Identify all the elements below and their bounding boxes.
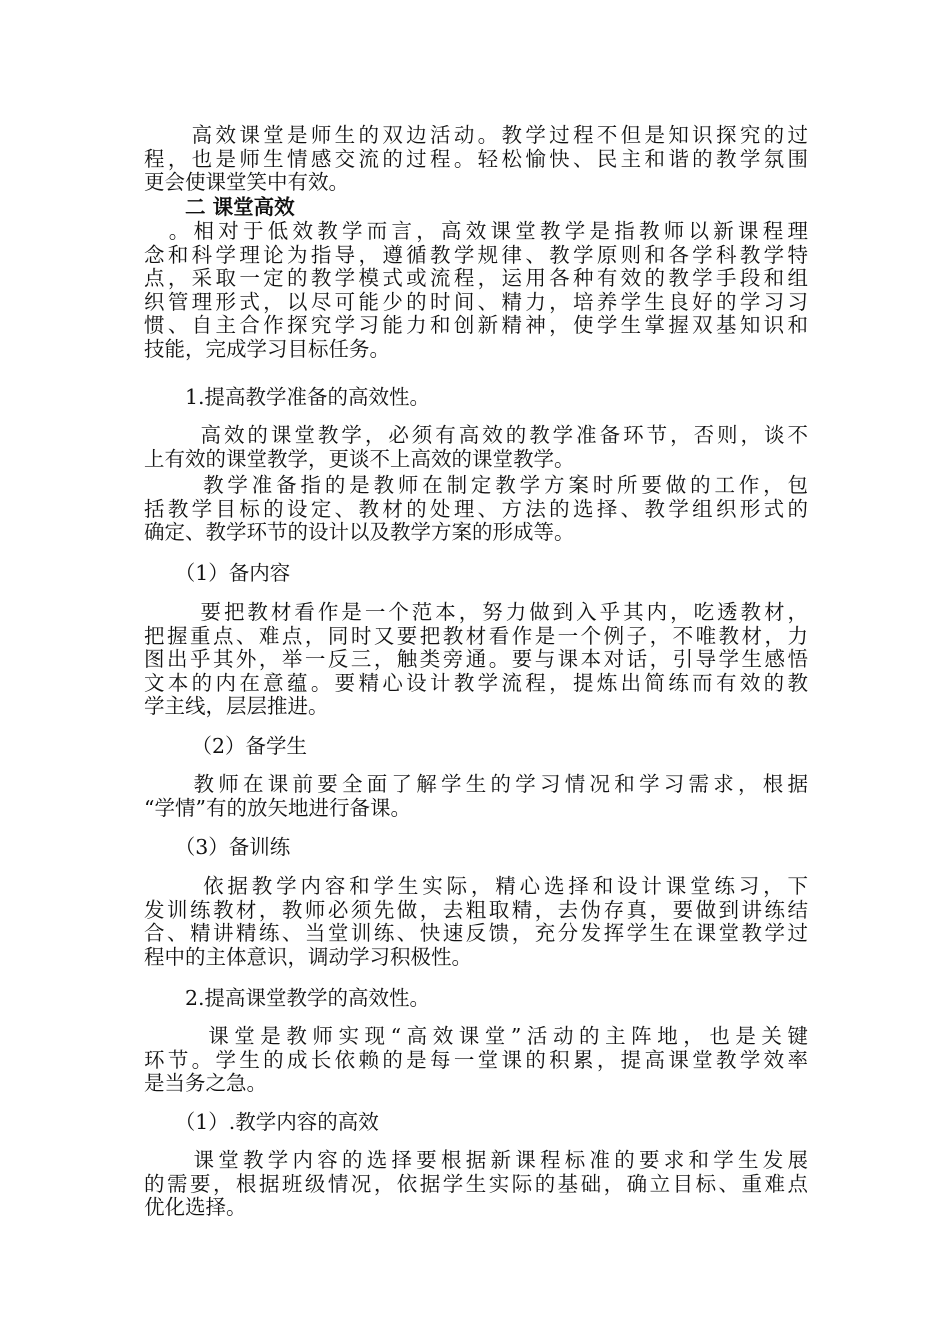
heading-text: 二 课堂高效 <box>144 195 295 219</box>
text-line: “学情”有的放矢地进行备课。 <box>144 795 411 820</box>
subheading-classroom <box>144 987 808 1011</box>
text-line: 发训练教材，教师必须先做，去粗取精，去伪存真，要做到讲练结 <box>144 897 808 922</box>
text-line: 高效课堂是师生的双边活动。教学过程不但是知识探究的过 <box>144 123 808 147</box>
text-line: 程中的主体意识，调动学习积极性。 <box>144 944 472 969</box>
text-line: 是当务之急。 <box>144 1071 267 1095</box>
paragraph-classroom <box>144 1025 808 1096</box>
paragraph-teaching-content <box>144 1149 808 1220</box>
text-line: 2.提高课堂教学的高效性。 <box>144 986 431 1010</box>
text-line: 念和科学理论为指导，遵循教学规律、教学原则和各学科教学特 <box>144 242 808 267</box>
text-line: 要把教材看作是一个范本，努力做到入乎其内，吃透教材， <box>144 600 808 624</box>
paragraph-preparation-2 <box>144 474 808 545</box>
subheading-content <box>144 562 808 586</box>
text-line: 括教学目标的设定、教材的处理、方法的选择、教学组织形式的 <box>144 496 808 521</box>
text-line: 把握重点、难点，同时又要把教材看作是一个例子，不唯教材，力 <box>144 623 808 648</box>
text-line: 点，采取一定的教学模式或流程，运用各种有效的教学手段和组 <box>144 266 808 290</box>
text-line: （1）备内容 <box>144 561 291 585</box>
text-line: （1）.教学内容的高效 <box>144 1110 379 1134</box>
text-line: 教学准备指的是教师在制定教学方案时所要做的工作，包 <box>144 473 808 497</box>
subheading-training <box>144 836 808 860</box>
text-line: 课堂是教师实现“高效课堂”活动的主阵地，也是关键 <box>144 1024 808 1048</box>
text-line: 依据教学内容和学生实际，精心选择和设计课堂练习，下 <box>144 874 808 898</box>
paragraph-students <box>144 773 808 820</box>
subheading-teaching-content <box>144 1111 808 1135</box>
paragraph-content <box>144 601 808 719</box>
text-line: 环节。学生的成长依赖的是每一堂课的积累，提高课堂教学效率 <box>144 1047 808 1072</box>
text-line: 织管理形式，以尽可能少的时间、精力，培养学生良好的学习习 <box>144 289 808 314</box>
text-line: 图出乎其外，举一反三，触类旁通。要与课本对话，引导学生感悟 <box>144 647 808 671</box>
paragraph-training <box>144 875 808 969</box>
text-line: 确定、教学环节的设计以及教学方案的形成等。 <box>144 520 575 544</box>
text-line: 课堂教学内容的选择要根据新课程标准的要求和学生发展 <box>144 1148 808 1172</box>
text-line: 。相对于低效教学而言，高效课堂教学是指教师以新课程理 <box>144 219 808 243</box>
text-line: 1.提高教学准备的高效性。 <box>144 385 431 409</box>
paragraph-definition <box>144 220 808 361</box>
text-line: 更会使课堂笑中有效。 <box>144 170 349 194</box>
text-line: 合、精讲精练、当堂训练、快速反馈，充分发挥学生在课堂教学过 <box>144 921 808 945</box>
text-line: 文本的内在意蕴。要精心设计教学流程，提炼出简练而有效的教 <box>144 670 808 695</box>
paragraph-preparation-1 <box>144 424 808 471</box>
text-line: 优化选择。 <box>144 1195 247 1219</box>
paragraph-intro <box>144 124 808 195</box>
text-line: 技能，完成学习目标任务。 <box>144 336 390 361</box>
section-heading <box>144 196 808 220</box>
text-line: （3）备训练 <box>144 835 291 859</box>
text-line: （2）备学生 <box>144 734 308 758</box>
text-line: 上有效的课堂教学，更谈不上高效的课堂教学。 <box>144 446 575 471</box>
text-line: 惯、自主合作探究学习能力和创新精神，使学生掌握双基知识和 <box>144 313 808 337</box>
text-line: 的需要，根据班级情况，依据学生实际的基础，确立目标、重难点 <box>144 1171 808 1196</box>
subheading-preparation <box>144 386 808 410</box>
text-line: 高效的课堂教学，必须有高效的教学准备环节，否则，谈不 <box>144 423 808 447</box>
text-line: 学主线，层层推进。 <box>144 694 329 718</box>
text-line: 教师在课前要全面了解学生的学习情况和学习需求，根据 <box>144 772 808 796</box>
text-line: 程，也是师生情感交流的过程。轻松愉快、民主和谐的教学氛围 <box>144 146 808 171</box>
subheading-students <box>144 735 808 759</box>
